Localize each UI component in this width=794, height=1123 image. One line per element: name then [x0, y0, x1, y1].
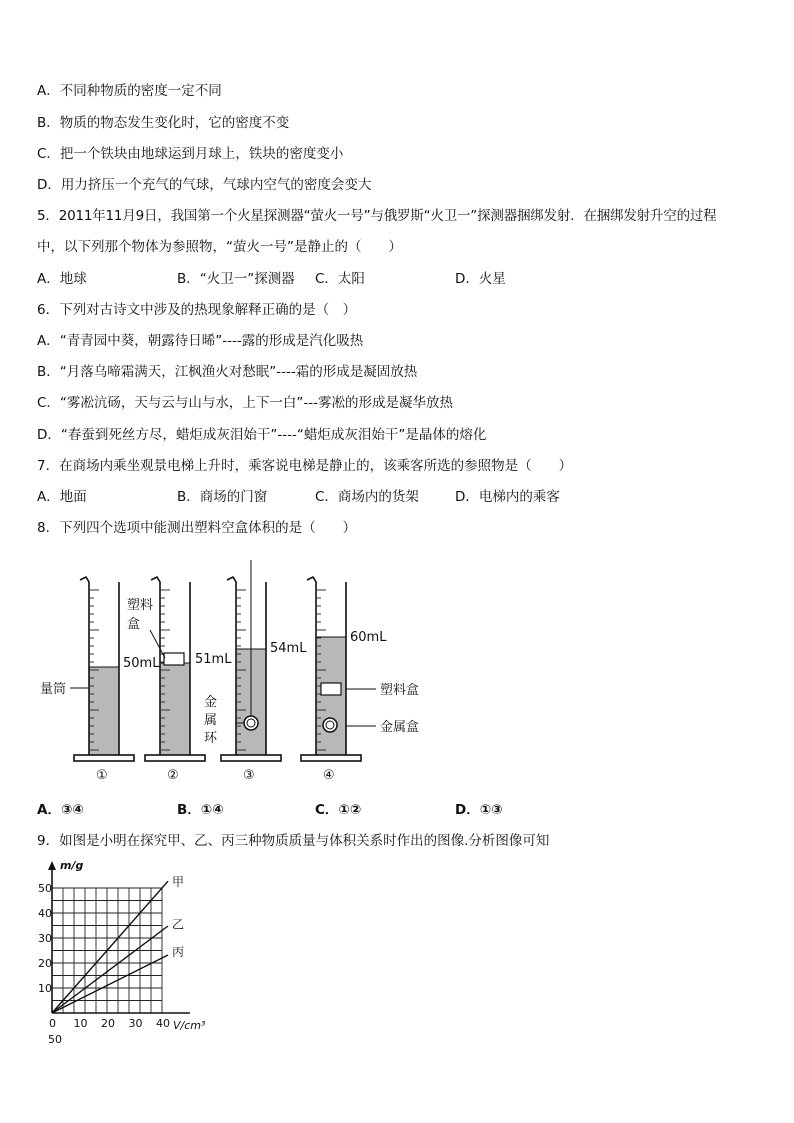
- q4-option-c: C．把一个铁块由地球运到月球上，铁块的密度变小: [37, 146, 344, 162]
- q6-option-a: A．“青青园中葵，朝露待日晞”----露的形成是汽化吸热: [37, 333, 364, 349]
- q4-option-d: D．用力挤压一个充气的气球，气球内空气的密度会变大: [37, 177, 372, 193]
- q7-option-d: D．电梯内的乘客: [455, 489, 560, 505]
- x-tick-label: 30: [128, 1017, 143, 1030]
- c1-reading: 50mL: [123, 656, 160, 671]
- c2-box-label-2: 盒: [127, 617, 141, 632]
- y-tick-label: 40: [38, 907, 52, 920]
- c3-reading: 54mL: [270, 641, 307, 656]
- c3-ring-label-3: 环: [204, 731, 218, 746]
- q5-option-b: B．“火卫一”探测器: [177, 271, 295, 287]
- y-tick-label: 10: [38, 982, 52, 995]
- q9-mass-volume-chart: [0, 855, 260, 1055]
- q8-option-b: B．①④: [177, 802, 224, 818]
- c4-box-label: 塑料盒: [380, 683, 420, 698]
- c3-ring-label-2: 属: [204, 713, 218, 728]
- c3-ring-label-1: 金: [204, 695, 218, 710]
- q8-stem: 8．下列四个选项中能测出塑料空盒体积的是（ ）: [37, 520, 357, 536]
- q6-option-d: D．“春蚕到死丝方尽，蜡炬成灰泪始干”----“蜡炬成灰泪始干”是晶体的熔化: [37, 427, 487, 443]
- q6-stem: 6．下列对古诗文中涉及的热现象解释正确的是（ ）: [37, 302, 357, 318]
- q7-stem: 7．在商场内乘坐观景电梯上升时，乘客说电梯是静止的，该乘客所选的参照物是（ ）: [37, 458, 573, 474]
- y-axis-label: m/g: [60, 859, 84, 872]
- q7-option-b: B．商场的门窗: [177, 489, 268, 505]
- c4-metal-label: 金属盒: [380, 720, 420, 735]
- cylinder-number-1: ①: [96, 768, 108, 783]
- q9-stem: 9．如图是小明在探究甲、乙、丙三种物质质量与体积关系时作出的图像.分析图像可知: [37, 833, 550, 849]
- q6-option-c: C．“雾凇沆砀，天与云与山与水，上下一白”---雾凇的形成是凝华放热: [37, 395, 454, 411]
- q5-option-a: A．地球: [37, 271, 87, 287]
- series-label-1: 甲: [172, 875, 185, 889]
- x-tick-label: 10: [73, 1017, 88, 1030]
- y-tick-label: 50: [38, 882, 52, 895]
- cylinder-number-3: ③: [243, 768, 255, 783]
- series-label-2: 乙: [172, 917, 185, 932]
- series-label-3: 丙: [172, 945, 185, 959]
- x-axis-label: V/cm³: [173, 1019, 206, 1032]
- c4-reading: 60mL: [350, 630, 387, 645]
- cylinder-label: 量筒: [40, 682, 67, 697]
- cylinder-number-2: ②: [167, 768, 179, 783]
- q6-option-b: B．“月落乌啼霜满天，江枫渔火对愁眠”----霜的形成是凝固放热: [37, 364, 418, 380]
- q5-stem-line2: 中，以下列那个物体为参照物，“萤火一号”是静止的（ ）: [37, 239, 402, 255]
- q4-option-b: B．物质的物态发生变化时，它的密度不变: [37, 115, 290, 131]
- q8-option-a: A．③④: [37, 802, 84, 818]
- q7-option-a: A．地面: [37, 489, 87, 505]
- q5-option-c: C．太阳: [315, 271, 365, 287]
- x-extra-label: 50: [48, 1033, 62, 1046]
- x-tick-label: 40: [156, 1017, 170, 1030]
- x-tick-label: 20: [101, 1017, 115, 1030]
- c2-box-label-1: 塑料: [127, 598, 154, 613]
- x-tick-label: 0: [49, 1017, 56, 1030]
- q7-option-c: C．商场内的货架: [315, 489, 419, 505]
- q5-stem-line1: 5．2011年11月9日，我国第一个火星探测器“萤火一号”与俄罗斯“火卫一”探测器捆绑发射．在捆绑发射升空的过程: [37, 208, 717, 224]
- q8-option-d: D．①③: [455, 802, 503, 818]
- y-tick-label: 30: [38, 932, 52, 945]
- q4-option-a: A．不同种物质的密度一定不同: [37, 83, 222, 99]
- cylinder-number-4: ④: [323, 768, 335, 783]
- c2-reading: 51mL: [195, 652, 232, 667]
- q5-option-d: D．火星: [455, 271, 506, 287]
- q8-option-c: C．①②: [315, 802, 362, 818]
- q8-cylinders-figure: [0, 560, 794, 790]
- y-tick-label: 20: [38, 957, 52, 970]
